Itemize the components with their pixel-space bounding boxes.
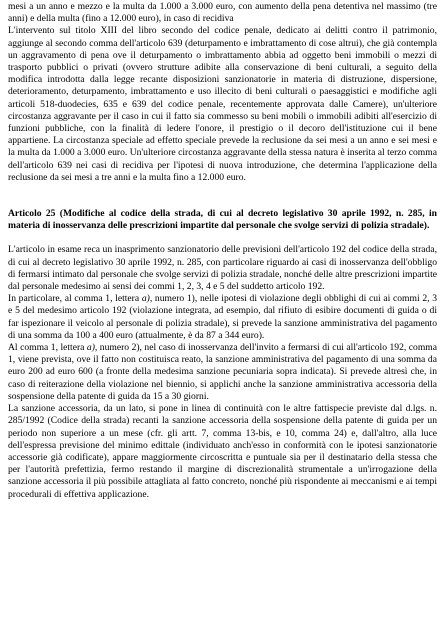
paragraph-recidiva: mesi a un anno e mezzo e la multa da 1.000 a 3.000 euro, con aumento della pena detentiva nel massimo (tre anni) e della multa (fino a 12.000 euro), in caso di recidiva — [8, 1, 437, 25]
paragraph-inasprimento: L'articolo in esame reca un inasprimento sanzionatorio delle previsioni dell'articolo 192 del codice della strada, di cui al decreto legislativo 30 aprile 1992, n. 285, con particolare riguardo ai casi di inosservanza dell'obbligo di fermarsi intimato dal personale che svolge servizi di polizia stradale, nonché delle altre prescrizioni impartite dal personale medesimo ai sensi dei commi 1, 2, 3, 4 e 5 del suddetto articolo 192. — [8, 244, 437, 293]
heading-gap — [8, 232, 437, 244]
text-segment: Al comma 1, lettera — [8, 342, 87, 354]
text-segment: , numero 1), nelle ipotesi di violazione degli obblighi di cui ai commi 2, 3 e 5 del medesimo articolo 192 (violazione integrata, ad esempio, dal rifiuto di esibire documenti di guida o di far ispezionare il veicolo al personale di polizia stradale), si prevede la sanzione amministrativa del pagamento di una somma da 100 a 400 euro (attualmente, è da 87 a 344 euro). — [8, 293, 437, 341]
section-gap — [8, 184, 437, 208]
text-segment: In particolare, al comma 1, lettera — [8, 293, 142, 305]
article-25-heading: Articolo 25 (Modifiche al codice della strada, di cui al decreto legislativo 30 aprile 1992, n. 285, in materia di inosservanza delle prescrizioni impartite dal personale che svolge servizi di polizia stradale). — [8, 208, 437, 232]
paragraph-comma-1-numero-2 — [8, 342, 437, 403]
paragraph-articolo-639: L'intervento sul titolo XIII del libro secondo del codice penale, dedicato ai delitti contro il patrimonio, aggiunge al secondo comma dell'articolo 639 (deturpamento e imbrattamento di cose altrui), che già contempla un aggravamento di pena ove il deturpamento o imbrattamento abbia ad oggetto beni immobili o mezzi di trasporto pubblici o privati (ovvero strutture adibite alla conservazione di beni culturali, a seguito della modifica introdotta dalla legge recante disposizioni sanzionatorie in materia di distruzione, dispersione, deterioramento, deturpamento, imbrattamento e uso illecito di beni culturali o paesaggistici e modifiche agli articoli 518-duodecies, 635 e 639 del codice penale, recentemente approvata dalle Camere), un'ulteriore circostanza aggravante per il caso in cui il fatto sia commesso su beni mobili o immobili adibiti all'esercizio di funzioni pubbliche, con la finalità di ledere l'onore, il prestigio o il decoro dell'istituzione cui il bene appartiene. La circostanza speciale ad effetto speciale prevede la reclusione da sei mesi a un anno e sei mesi e la multa da 1.000 a 3.000 euro. Un'ulteriore circostanza aggravante della stessa natura è inserita al terzo comma dell'articolo 639 nei casi di recidiva per l'ipotesi di nuova introduzione, che determina l'applicazione della reclusione da sei mesi a tre anni e la multa fino a 12.000 euro. — [8, 25, 437, 183]
paragraph-comma-1-numero-1 — [8, 293, 437, 342]
letter-italic: a) — [86, 342, 95, 354]
paragraph-sanzione-accessoria: La sanzione accessoria, da un lato, si pone in linea di continuità con le altre fattispecie previste dal d.lgs. n. 285/1992 (Codice della strada) recanti la sanzione accessoria della sospensione della patente di guida per un periodo non superiore a un mese (cfr. gli artt. 7, comma 13-bis, e 10, comma 24) e, dall'altro, alla luce dell'espressa previsione del minimo edittale (individuato anch'esso in conformità con le ipotesi sanzionatorie accessorie già codificate), appare maggiormente circoscritta e puntuale sia per il destinatario della stessa che per l'autorità prefettizia, fermo restando il margine di discrezionalità strumentale a un'irrogazione della sanzione accessoria il più possibile attagliata al fatto concreto, nonché più rispondente ai meccanismi e ai tempi procedurali di effettiva applicazione. — [8, 403, 437, 500]
letter-italic: a) — [141, 293, 150, 305]
text-segment: , numero 2), nel caso di inosservanza dell'invito a fermarsi di cui all'articolo 192, comma 1, viene prevista, ove il fatto non costituisca reato, la sanzione amministrativa del pagamento di una somma da euro 200 ad euro 600 (a fronte della medesima sanzione pecuniaria sopra indicata). Si prevede altresì che, in caso di reiterazione della violazione nel biennio, si applichi anche la sanzione amministrativa accessoria della sospensione della patente di guida da 15 a 30 giorni. — [8, 342, 437, 402]
